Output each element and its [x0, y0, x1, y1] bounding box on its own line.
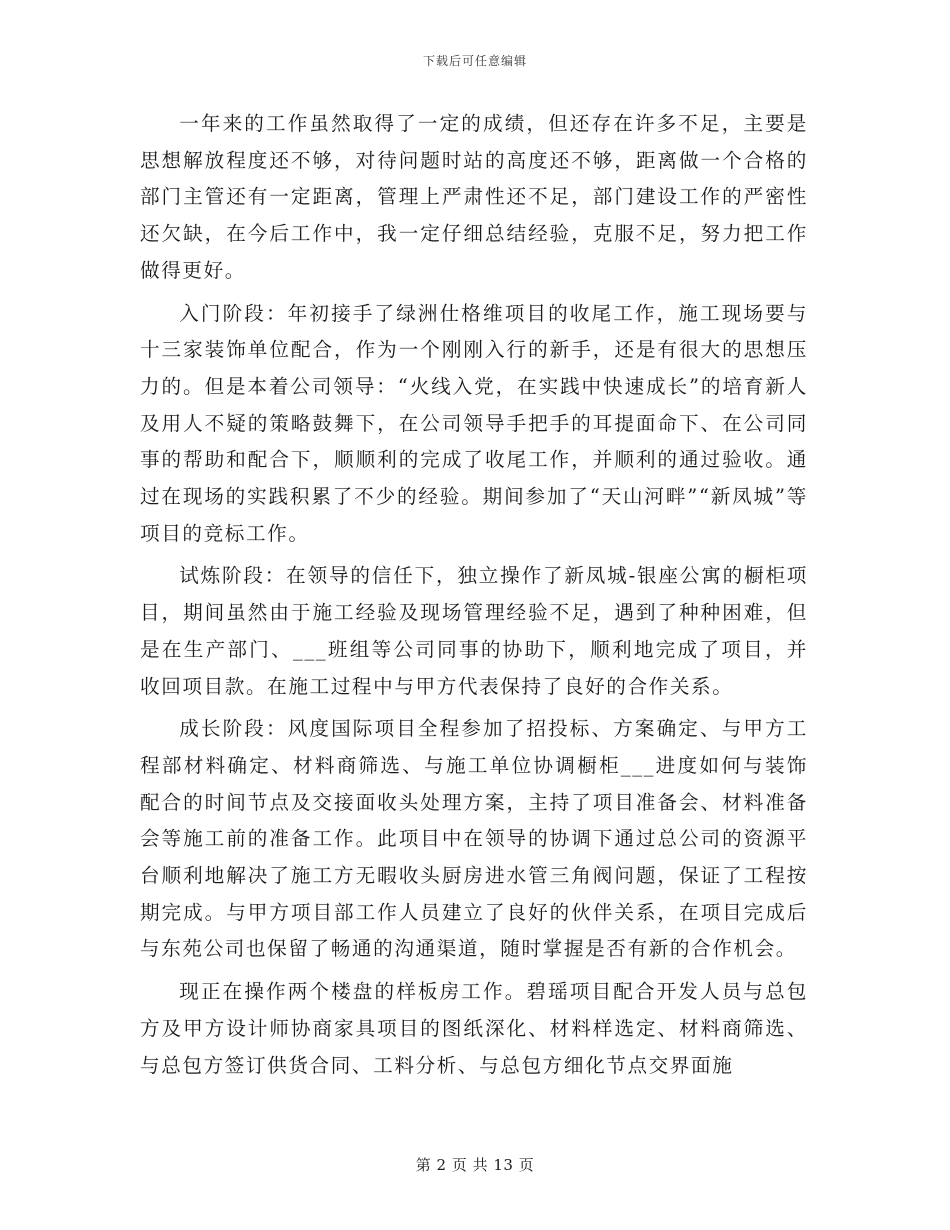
document-body — [140, 106, 808, 1084]
paragraph-trial-stage: 试炼阶段：在领导的信任下，独立操作了新凤城-银座公寓的橱柜项目，期间虽然由于施工经验及现场管理经验不足，遇到了种种困难，但是在生产部门、___班组等公司同事的协助下，顺利地完成了项目，并收回项目款。在施工过程中与甲方代表保持了良好的合作关系。 — [140, 564, 808, 698]
page-number: 第 2 页 共 13 页 — [415, 1156, 535, 1174]
paragraph-summary: 一年来的工作虽然取得了一定的成绩，但还存在许多不足，主要是思想解放程度还不够，对待问题时站的高度还不够，距离做一个合格的部门主管还有一定距离，管理上严肃性还不足，部门建设工作的严密性还欠缺，在今后工作中，我一定仔细总结经验，克服不足，努力把工作做得更好。 — [140, 112, 808, 282]
paragraph-growth-stage: 成长阶段：风度国际项目全程参加了招投标、方案确定、与甲方工程部材料确定、材料商筛选、与施工单位协调橱柜___进度如何与装饰配合的时间节点及交接面收头处理方案，主持了项目准备会、材料准备会等施工前的准备工作。此项目中在领导的协调下通过总公司的资源平台顺利地解决了施工方无暇收头厨房进水管三角阀问题，保证了工程按期完成。与甲方项目部工作人员建立了良好的伙伴关系，在项目完成后与东苑公司也保留了畅通的沟通渠道，随时掌握是否有新的合作机会。 — [140, 717, 808, 961]
page-header: 下载后可任意编辑 — [422, 54, 527, 68]
paragraph-entry-stage: 入门阶段：年初接手了绿洲仕格维项目的收尾工作，施工现场要与十三家装饰单位配合，作为一个刚刚入行的新手，还是有很大的思想压力的。但是本着公司领导：“火线入党，在实践中快速成长”的培育新人及用人不疑的策略鼓舞下，在公司领导手把手的耳提面命下、在公司同事的帮助和配合下，顺顺利的完成了收尾工作，并顺利的通过验收。通过在现场的实践积累了不少的经验。期间参加了“天山河畔”“新凤城”等项目的竞标工作。 — [140, 301, 808, 545]
paragraph-current-work: 现正在操作两个楼盘的样板房工作。碧瑶项目配合开发人员与总包方及甲方设计师协商家具项目的图纸深化、材料样选定、材料商筛选、与总包方签订供货合同、工料分析、与总包方细化节点交界面施 — [140, 980, 808, 1077]
